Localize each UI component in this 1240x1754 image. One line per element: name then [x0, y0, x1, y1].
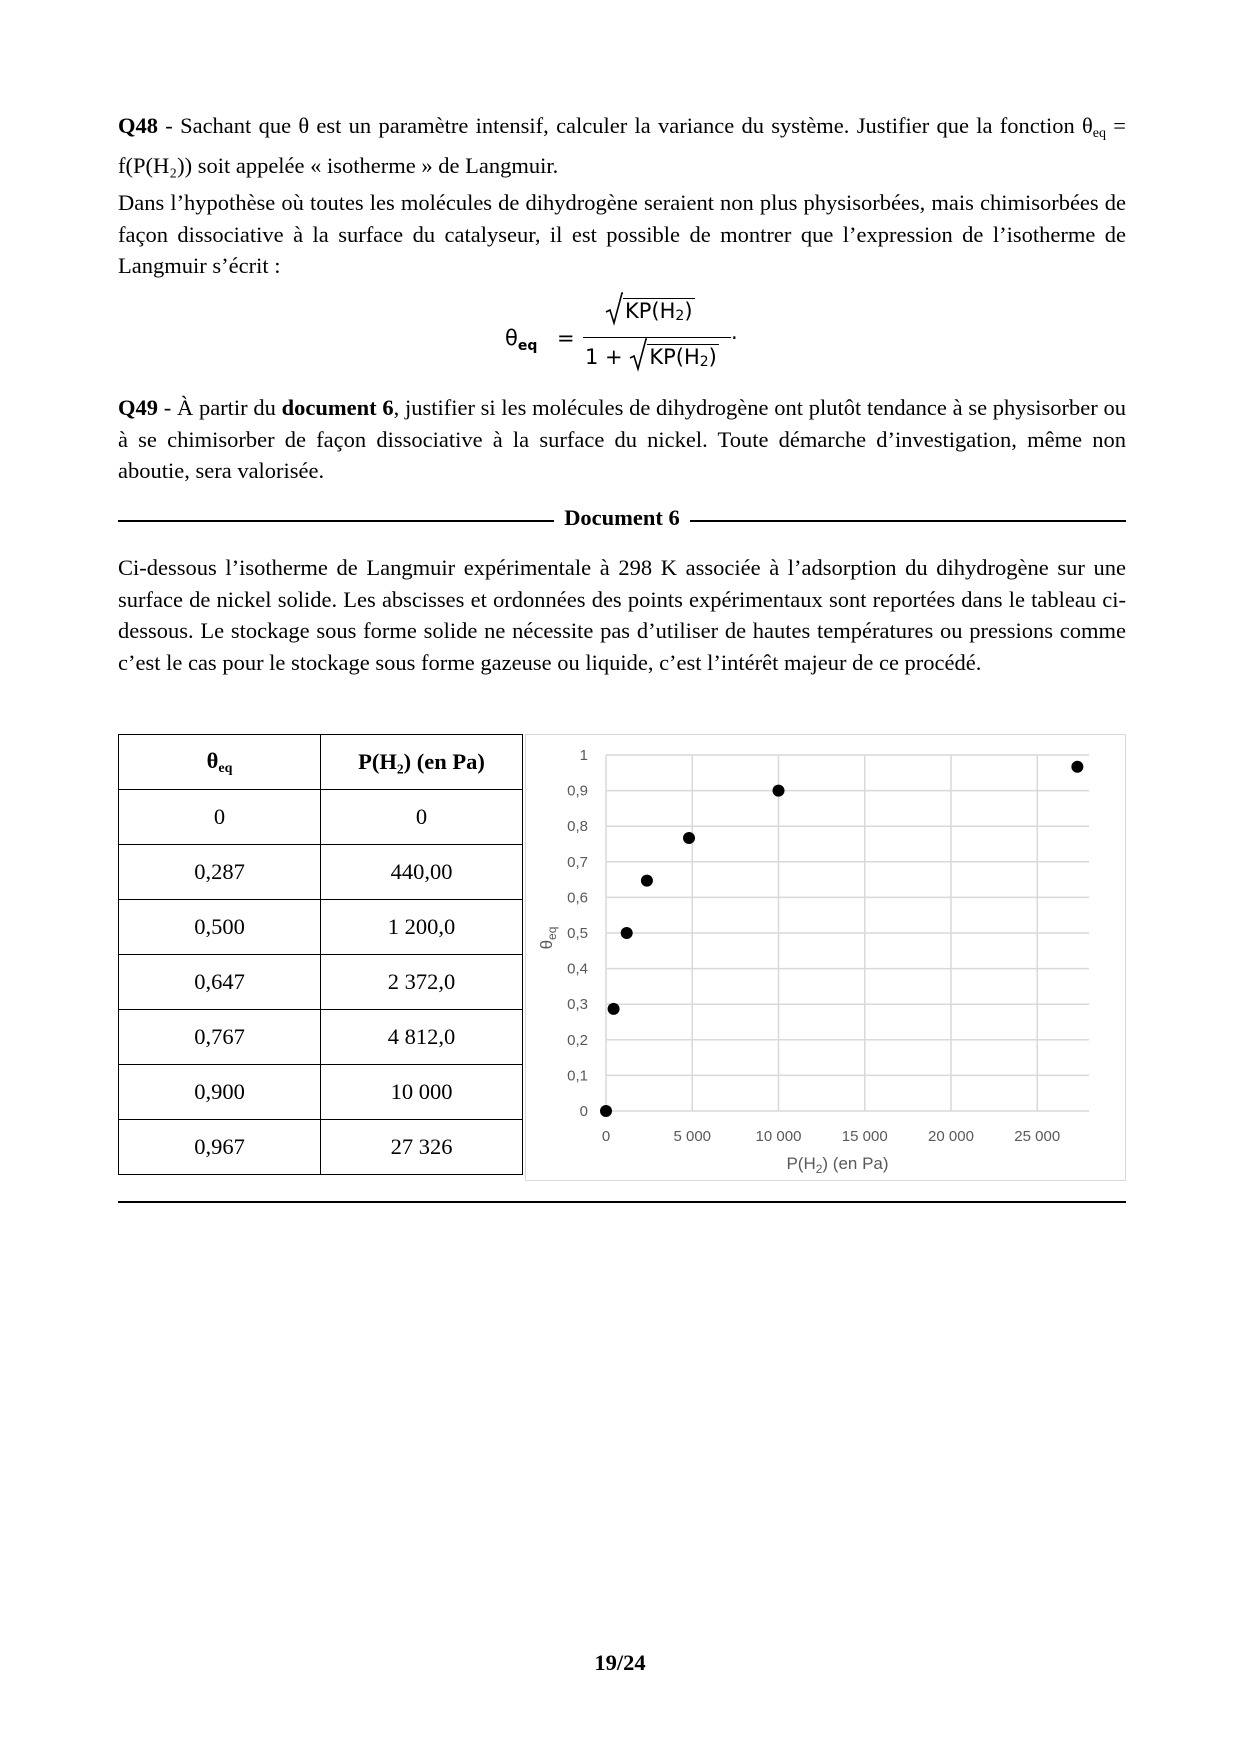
q48-sub: eq: [1092, 126, 1107, 141]
document-text: Ci-dessous l’isotherme de Langmuir expérimentale à 298 K associée à l’adsorption du dihydrogène sur une surface de nickel solide. Les abscisses et ordonnées des points expérimentaux sont reportées dans le tableau ci-dessous. Le stockage sous forme solide ne nécessite pas d’utiliser de hautes températures ou pressions comme c’est le cas pour le stockage sous forme gazeuse ou liquide, c’est l’intérêt majeur de ce procédé.: [118, 555, 1126, 675]
q49-bold: document 6: [281, 395, 394, 420]
x-tick-label: 20 000: [928, 1128, 974, 1145]
chart-frame: [525, 734, 1126, 1181]
q49-label: Q49: [118, 395, 159, 420]
q49-text-2: , justifier si les molécules de dihydrogène ont plutôt tendance à se physisorber ou à se chimisorber de façon dissociative à la surface du nickel. Toute démarche d’investigation, même non aboutie, sera valorisée.: [118, 395, 1127, 483]
x-axis-label: $P(H_2)$ (en Pa): [786, 1154, 889, 1176]
y-tick-label: 0: [579, 1103, 588, 1120]
y-tick-label: 0,1: [567, 1067, 588, 1085]
table-row: [119, 845, 523, 900]
langmuir-formula: [505, 298, 765, 378]
cell-theta: 0: [119, 790, 321, 845]
x-tick-label: 5 000: [673, 1128, 712, 1145]
hypothesis-paragraph: Dans l’hypothèse où toutes les molécules de dihydrogène seraient non plus physisorbées, mais chimisorbées de façon dissociative à la surface du catalyseur, il est possible de montrer que l’expression de l’isotherme de Langmuir s’écrit :: [118, 190, 1126, 278]
x-tick-label: 15 000: [841, 1128, 888, 1145]
y-tick-label: 0,8: [567, 818, 588, 836]
data-point: [641, 875, 653, 887]
cell-theta: 0,767: [119, 1010, 321, 1065]
data-point: [621, 927, 633, 939]
cell-pressure: 10 000: [321, 1065, 523, 1120]
document-title: Document 6: [554, 505, 690, 530]
x-tick-label: 10 000: [755, 1128, 802, 1145]
formula-denominator: 1 + KP(H2): [585, 344, 719, 370]
cell-pressure: 4 812,0: [321, 1010, 523, 1065]
q48-label: Q48: [118, 113, 159, 138]
document-bottom-rule: [118, 1201, 1126, 1203]
header-pressure: P(H₂) (en Pa): [321, 735, 523, 790]
formula-numerator: KP(H2): [605, 298, 695, 324]
data-point: [600, 1105, 612, 1117]
y-tick-label: 0,2: [567, 1031, 588, 1049]
cell-pressure: 440,00: [321, 845, 523, 900]
y-tick-label: 1: [579, 747, 588, 764]
q48-text-1: - Sachant que θ est un paramètre intensif, calculer la variance du système. Justifier que la fonction θ: [158, 113, 1093, 138]
table-row: [119, 790, 523, 845]
y-tick-label: 0,9: [567, 782, 588, 800]
data-point: [608, 1003, 620, 1015]
table-row: [119, 900, 523, 955]
y-tick-label: 0,5: [567, 925, 588, 942]
table-row: [119, 1120, 523, 1175]
cell-pressure: 1 200,0: [321, 900, 523, 955]
y-tick-label: 0,7: [567, 853, 588, 871]
table-row: [119, 1065, 523, 1120]
y-tick-label: 0,3: [567, 996, 588, 1014]
cell-pressure: 27 326: [321, 1120, 523, 1175]
y-tick-label: 0,4: [567, 960, 588, 978]
formula-lhs: $\theta_{eq}$: [505, 326, 538, 354]
data-table: [118, 734, 523, 1175]
formula-equals: =: [557, 326, 575, 350]
x-tick-label: 0: [601, 1128, 611, 1145]
data-point: [683, 832, 695, 844]
q49-text-1: - À partir du: [158, 395, 282, 420]
fraction-bar: [583, 337, 731, 338]
cell-theta: 0,287: [119, 845, 321, 900]
cell-theta: 0,500: [119, 900, 321, 955]
document-header: [118, 505, 1126, 535]
isotherm-chart: [526, 735, 1124, 1179]
data-point: [1071, 761, 1083, 773]
cell-pressure: 2 372,0: [321, 955, 523, 1010]
page-number: 19/24: [594, 1650, 646, 1675]
question-48: [118, 110, 1126, 181]
cell-pressure: 0: [321, 790, 523, 845]
y-axis-label: $\theta_{eq}$: [537, 926, 559, 950]
formula-end: .: [731, 320, 738, 344]
data-point: [773, 785, 785, 797]
cell-theta: 0,647: [119, 955, 321, 1010]
x-tick-label: 25 000: [1014, 1128, 1061, 1145]
q48-text-2: = f(P(H₂)) soit appelée « isotherme » de Langmuir.: [118, 113, 1126, 178]
table-header-row: [119, 735, 523, 790]
header-theta: $\theta_{eq}$: [119, 735, 321, 790]
cell-theta: 0,900: [119, 1065, 321, 1120]
table-row: [119, 1010, 523, 1065]
cell-theta: 0,967: [119, 1120, 321, 1175]
question-49: [118, 392, 1126, 487]
table-row: [119, 955, 523, 1010]
y-tick-label: 0,6: [567, 889, 588, 907]
